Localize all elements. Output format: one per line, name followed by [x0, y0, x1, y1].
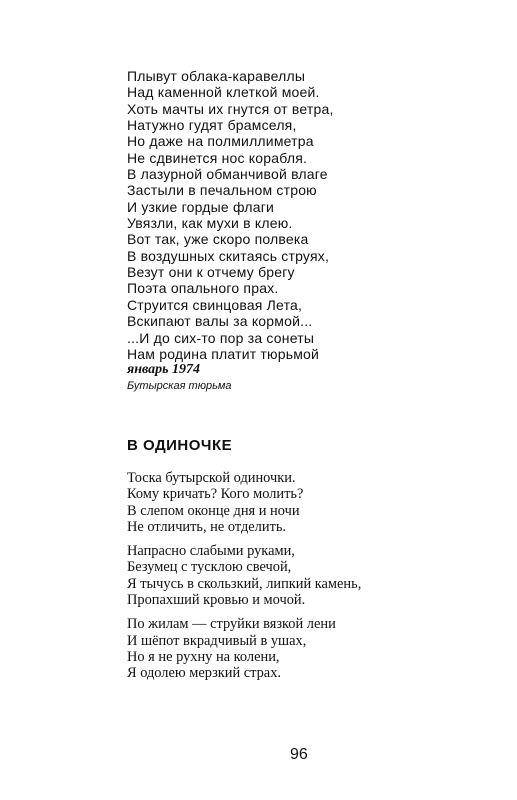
- poem-line: Напрасно слабыми руками,: [127, 543, 295, 560]
- page-number: 96: [290, 746, 308, 763]
- poem-line: Но я не рухну на колени,: [127, 648, 280, 665]
- stanza: [127, 543, 467, 608]
- poem-line: Безумец с тусклою свечой,: [127, 559, 292, 576]
- poem-line: Над каменной клеткой моей.: [127, 84, 320, 101]
- poem-text: [127, 68, 457, 362]
- poem-line: Я тычусь в скользкий, липкий камень,: [127, 575, 362, 592]
- poem-line: Нам родина платит тюрьмой: [127, 345, 320, 362]
- poem-line: Натужно гудят брамселя,: [127, 117, 297, 134]
- poem-line: По жилам — струйки вязкой лени: [127, 616, 336, 633]
- poem-place: Бутырская тюрьма: [127, 380, 232, 392]
- poem-line: Не отличить, не отделить.: [127, 518, 287, 535]
- poem-line: В слепом оконце дня и ночи: [127, 502, 300, 519]
- poem-line: Но даже на полмиллиметра: [127, 133, 314, 150]
- stanza: [127, 616, 467, 681]
- poem-line: Хоть мачты их гнутся от ветра,: [127, 100, 334, 117]
- poem-line: Кому кричать? Кого молить?: [127, 486, 304, 503]
- poem-text: [127, 470, 467, 690]
- poem-line: Поэта опального прах.: [127, 280, 279, 297]
- poem-line: И шёпот вкрадчивый в ушах,: [127, 632, 307, 649]
- poem-line: Я одолею мерзкий страх.: [127, 665, 281, 682]
- poem-line: Увязли, как мухи в клею.: [127, 215, 293, 232]
- poem-line: Вскипают валы за кормой...: [127, 313, 313, 330]
- poem-line: Не сдвинется нос корабля.: [127, 149, 308, 166]
- stanza: [127, 470, 467, 535]
- poem-line: ...И до сих-то пор за сонеты: [127, 329, 315, 346]
- poem-line: В воздушных скитаясь струях,: [127, 247, 330, 264]
- poem-line: И узкие гордые флаги: [127, 198, 275, 215]
- poem-line: В лазурной обманчивой влаге: [127, 166, 328, 183]
- poem-line: Тоска бутырской одиночки.: [127, 470, 296, 486]
- poem-line: Плывут облака-каравеллы: [127, 68, 306, 84]
- poem-line: Струится свинцовая Лета,: [127, 296, 303, 313]
- poem-title: В ОДИНОЧКЕ: [127, 437, 233, 454]
- poem-line: Пропахший кровью и мочой.: [127, 592, 306, 609]
- poem-line: Застыли в печальном строю: [127, 182, 317, 199]
- poem-date: январь 1974: [127, 362, 201, 377]
- poem-line: Везут они к отчему брегу: [127, 264, 295, 281]
- poem-line: Вот так, уже скоро полвека: [127, 231, 309, 248]
